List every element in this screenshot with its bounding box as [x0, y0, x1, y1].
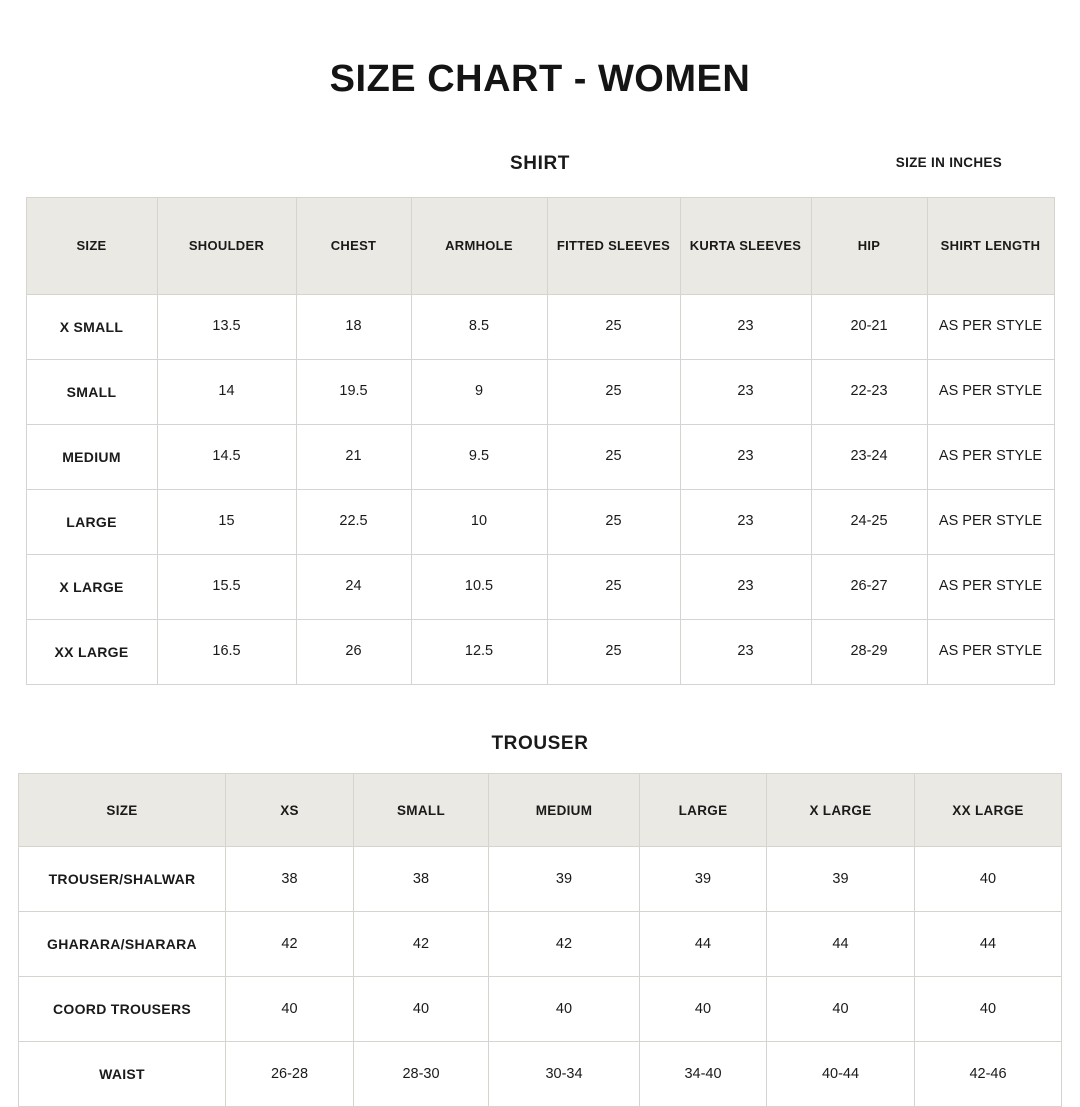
- column-header-hip: HIP: [811, 198, 927, 295]
- cell-size: SMALL: [26, 360, 157, 425]
- trouser-section-title: TROUSER: [491, 733, 589, 754]
- cell-medium: 39: [489, 847, 640, 912]
- table-row: [26, 295, 1054, 360]
- table-row: [19, 912, 1062, 977]
- trouser-table-head: [19, 774, 1062, 847]
- cell-medium: 42: [489, 912, 640, 977]
- shirt-section-header: [0, 153, 1080, 179]
- shirt-size-table: [26, 197, 1055, 685]
- cell-small: 28-30: [354, 1042, 489, 1107]
- cell-size: LARGE: [26, 490, 157, 555]
- cell-chest: 21: [296, 425, 411, 490]
- cell-garment-type: TROUSER/SHALWAR: [19, 847, 226, 912]
- cell-size: XX LARGE: [26, 620, 157, 685]
- cell-shirt-length: AS PER STYLE: [927, 295, 1054, 360]
- cell-garment-type: WAIST: [19, 1042, 226, 1107]
- cell-size: X SMALL: [26, 295, 157, 360]
- cell-x-large: 39: [767, 847, 915, 912]
- cell-shirt-length: AS PER STYLE: [927, 620, 1054, 685]
- cell-fitted-sleeves: 25: [547, 295, 680, 360]
- cell-fitted-sleeves: 25: [547, 425, 680, 490]
- column-header-size: SIZE: [19, 774, 226, 847]
- cell-x-large: 44: [767, 912, 915, 977]
- cell-shoulder: 15.5: [157, 555, 296, 620]
- cell-shirt-length: AS PER STYLE: [927, 360, 1054, 425]
- cell-hip: 20-21: [811, 295, 927, 360]
- column-header-chest: CHEST: [296, 198, 411, 295]
- table-row: [19, 1042, 1062, 1107]
- trouser-size-table: [18, 773, 1062, 1107]
- cell-armhole: 12.5: [411, 620, 547, 685]
- cell-fitted-sleeves: 25: [547, 490, 680, 555]
- cell-xx-large: 40: [915, 977, 1062, 1042]
- cell-size: MEDIUM: [26, 425, 157, 490]
- cell-xx-large: 40: [915, 847, 1062, 912]
- cell-large: 44: [640, 912, 767, 977]
- cell-x-large: 40-44: [767, 1042, 915, 1107]
- cell-kurta-sleeves: 23: [680, 360, 811, 425]
- cell-shoulder: 14: [157, 360, 296, 425]
- cell-shirt-length: AS PER STYLE: [927, 490, 1054, 555]
- column-header-x-large: X LARGE: [767, 774, 915, 847]
- column-header-size: SIZE: [26, 198, 157, 295]
- cell-xs: 40: [226, 977, 354, 1042]
- cell-shirt-length: AS PER STYLE: [927, 425, 1054, 490]
- cell-kurta-sleeves: 23: [680, 555, 811, 620]
- column-header-medium: MEDIUM: [489, 774, 640, 847]
- table-row: [26, 360, 1054, 425]
- column-header-xx-large: XX LARGE: [915, 774, 1062, 847]
- cell-garment-type: GHARARA/SHARARA: [19, 912, 226, 977]
- cell-kurta-sleeves: 23: [680, 425, 811, 490]
- table-row: [26, 490, 1054, 555]
- cell-size: X LARGE: [26, 555, 157, 620]
- cell-small: 38: [354, 847, 489, 912]
- table-row: [19, 847, 1062, 912]
- column-header-shirt-length: SHIRT LENGTH: [927, 198, 1054, 295]
- cell-hip: 22-23: [811, 360, 927, 425]
- cell-xx-large: 44: [915, 912, 1062, 977]
- cell-xs: 42: [226, 912, 354, 977]
- cell-shirt-length: AS PER STYLE: [927, 555, 1054, 620]
- cell-xs: 26-28: [226, 1042, 354, 1107]
- cell-medium: 30-34: [489, 1042, 640, 1107]
- cell-large: 34-40: [640, 1042, 767, 1107]
- cell-hip: 24-25: [811, 490, 927, 555]
- cell-shoulder: 13.5: [157, 295, 296, 360]
- table-row: [19, 977, 1062, 1042]
- cell-chest: 24: [296, 555, 411, 620]
- table-header-row: [19, 774, 1062, 847]
- cell-fitted-sleeves: 25: [547, 555, 680, 620]
- trouser-table-body: [19, 847, 1062, 1107]
- cell-hip: 28-29: [811, 620, 927, 685]
- cell-armhole: 9: [411, 360, 547, 425]
- cell-shoulder: 16.5: [157, 620, 296, 685]
- cell-chest: 22.5: [296, 490, 411, 555]
- cell-large: 40: [640, 977, 767, 1042]
- cell-armhole: 10.5: [411, 555, 547, 620]
- trouser-section: [0, 733, 1080, 1107]
- cell-armhole: 8.5: [411, 295, 547, 360]
- table-row: [26, 620, 1054, 685]
- cell-x-large: 40: [767, 977, 915, 1042]
- cell-chest: 18: [296, 295, 411, 360]
- cell-hip: 26-27: [811, 555, 927, 620]
- cell-small: 42: [354, 912, 489, 977]
- table-row: [26, 425, 1054, 490]
- cell-fitted-sleeves: 25: [547, 360, 680, 425]
- cell-hip: 23-24: [811, 425, 927, 490]
- column-header-kurta-sleeves: KURTA SLEEVES: [680, 198, 811, 295]
- units-label: SIZE IN INCHES: [895, 155, 1002, 170]
- cell-chest: 26: [296, 620, 411, 685]
- cell-shoulder: 15: [157, 490, 296, 555]
- shirt-section-title: SHIRT: [510, 153, 570, 174]
- table-header-row: [26, 198, 1054, 295]
- page-title: SIZE CHART - WOMEN: [329, 58, 751, 100]
- cell-kurta-sleeves: 23: [680, 620, 811, 685]
- column-header-shoulder: SHOULDER: [157, 198, 296, 295]
- cell-kurta-sleeves: 23: [680, 295, 811, 360]
- cell-garment-type: COORD TROUSERS: [19, 977, 226, 1042]
- cell-kurta-sleeves: 23: [680, 490, 811, 555]
- column-header-large: LARGE: [640, 774, 767, 847]
- cell-large: 39: [640, 847, 767, 912]
- column-header-fitted-sleeves: FITTED SLEEVES: [547, 198, 680, 295]
- cell-medium: 40: [489, 977, 640, 1042]
- column-header-xs: XS: [226, 774, 354, 847]
- cell-chest: 19.5: [296, 360, 411, 425]
- cell-shoulder: 14.5: [157, 425, 296, 490]
- cell-armhole: 10: [411, 490, 547, 555]
- table-row: [26, 555, 1054, 620]
- column-header-small: SMALL: [354, 774, 489, 847]
- column-header-armhole: ARMHOLE: [411, 198, 547, 295]
- cell-xx-large: 42-46: [915, 1042, 1062, 1107]
- cell-xs: 38: [226, 847, 354, 912]
- cell-armhole: 9.5: [411, 425, 547, 490]
- cell-small: 40: [354, 977, 489, 1042]
- shirt-table-body: [26, 295, 1054, 685]
- shirt-table-head: [26, 198, 1054, 295]
- cell-fitted-sleeves: 25: [547, 620, 680, 685]
